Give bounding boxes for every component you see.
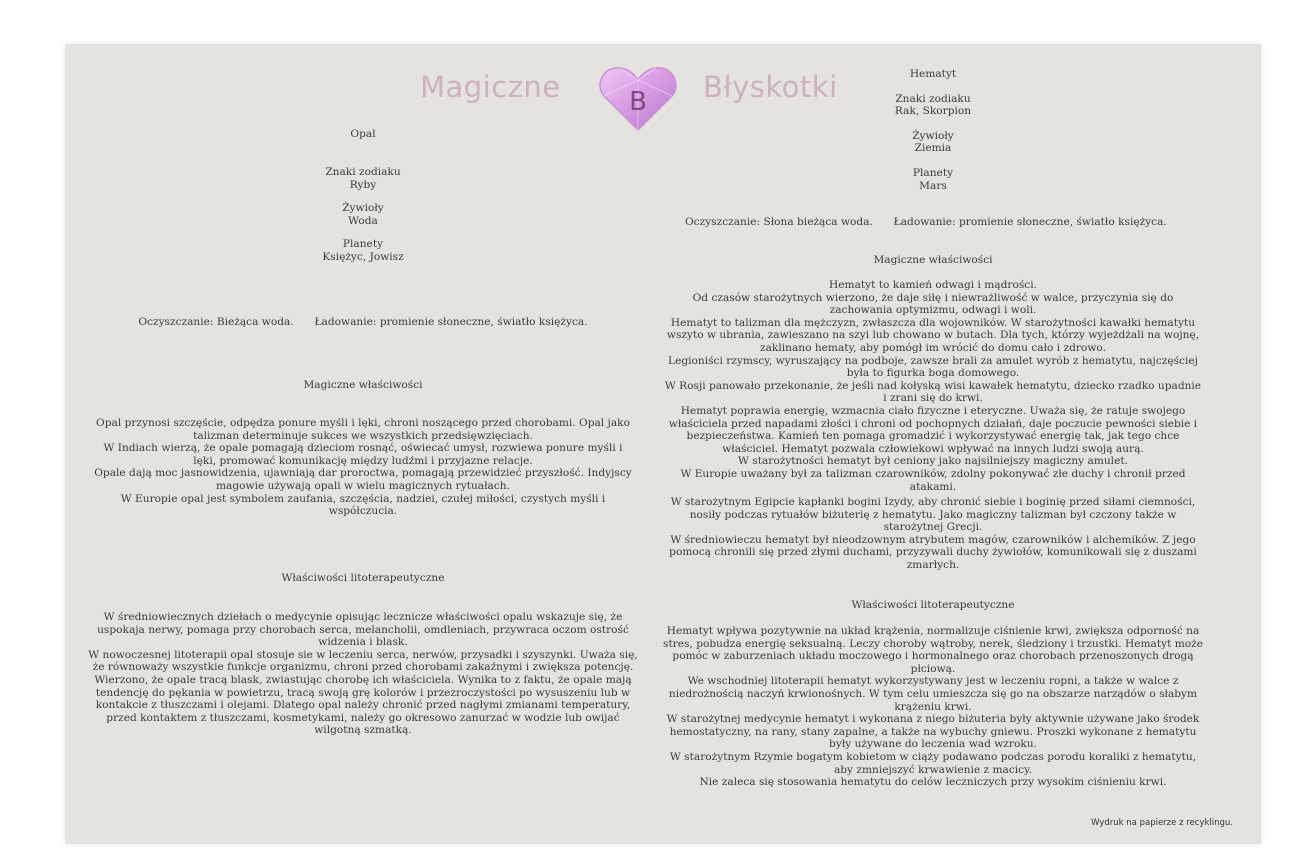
opal-magic-text xyxy=(65,417,661,518)
text-line: W starożytnym Egipcie kapłanki bogini Izydy, aby chronić siebie i boginię przed siłami ciemności, xyxy=(670,496,1196,509)
text-line: pomóc w zaburzeniach układu moczowego i hormonalnego oraz chorobach przenoszonych drogą xyxy=(672,650,1194,663)
hematyt-planet-label: Planety xyxy=(912,166,954,179)
opal-zodiac-value: Ryby xyxy=(349,178,377,191)
text-line: że równoważy wszystkie funkcje organizmu, chroni przed chorobami zakaźnymi i zwiększa potencję. xyxy=(92,661,634,674)
text-line: W Europie opal jest symbolem zaufania, szczęścia, nadziei, czułej miłości, czystych myśli i xyxy=(120,492,606,505)
text-line: W starożytnym Rzymie bogatym kobietom w ciąży podawano podczas porodu koraliki z hematytu, xyxy=(669,750,1197,763)
text-line: przed kontaktem z tłuszczami, kosmetykami, należy go okresowo zanurzać w wodzie lub owijać xyxy=(106,711,620,724)
text-line: Wierzono, że opale tracą blask, zwiastując chorobę ich właściciela. Wynika to z faktu, że opale mają xyxy=(94,673,632,686)
text-line: hemostatyczny, na rany, stany zapalne, a także na wybuchy gniewu. Proszki wykonane z hematytu xyxy=(669,725,1197,738)
text-line: W Europie uważany był za talizman czarowników, zdolny pokonywać złe duchy i chronił przed xyxy=(680,467,1186,480)
text-line: W starożytności hematyt był ceniony jako najsilniejszy magiczny amulet. xyxy=(738,455,1128,468)
text-line: atakami. xyxy=(909,480,957,493)
text-line: płciową. xyxy=(910,662,956,675)
text-line: W Rosji panowało przekonanie, że jeśli nad kołyską wisi kawałek hematytu, dziecko rzadko upadnie xyxy=(664,379,1202,392)
text-line: stres, pobudza energię seksualną. Leczy choroby wątroby, nerek, śledziony i trzustki. Hematyt może xyxy=(663,637,1203,650)
text-line: krążeniu krwi. xyxy=(894,700,972,713)
opal-zodiac-label: Znaki zodiaku xyxy=(325,166,401,178)
text-line: bezpieczeństwa. Kamień ten pomaga gromadzić i wykorzystywać energię tak, jak tego chce xyxy=(686,430,1180,443)
opal-magic-heading: Magiczne właściwości xyxy=(303,379,423,391)
text-line: kontakcie z tłuszczami i olejami. Dlatego opal należy chronić przed nagłymi zmianami temperatury, xyxy=(95,699,631,712)
text-line: tendencję do pękania w powietrzu, tracą swoją grę kolorów i przezroczystości po wysuszeniu lub w xyxy=(95,686,631,699)
opal-planet-value: Księżyc, Jowisz xyxy=(322,250,404,263)
hematyt-litho-text xyxy=(655,625,1211,789)
recycled-paper-note: Wydruk na papierze z recyklingu. xyxy=(1091,818,1233,828)
text-line: W średniowieczu hematyt był nieodzownym atrybutem magów, czarowników i alchemików. Z jego xyxy=(670,533,1196,546)
text-line: talizman determinuje sukces we wszystkich przedsięwzięciach. xyxy=(193,429,533,442)
text-line: Opale dają moc jasnowidzenia, ujawniają dar proroctwa, pomagają przewidzieć przyszłość. Indyjscy xyxy=(94,467,632,480)
text-line: Hematyt to talizman dla mężczyzn, zwłaszcza dla wojowników. W starożytności kawałki hematytu xyxy=(670,316,1196,329)
text-line: We wschodniej litoterapii hematyt wykorzystywany jest w leczeniu ropni, a także w walce z xyxy=(687,675,1179,688)
text-line: W średniowiecznych dziełach o medycynie opisując lecznicze właściwości opalu wskazuje się, że xyxy=(103,611,623,623)
hematyt-element-label: Żywioły xyxy=(912,129,954,142)
hematyt-magic-text xyxy=(655,279,1211,572)
hematyt-element-value: Ziemia xyxy=(914,142,952,155)
text-line: W nowoczesnej litoterapii opal stosuje sie w leczeniu serca, nerwów, przysadki i szyszynki. Uważa się, xyxy=(88,648,638,661)
opal-cleaning: Oczyszczanie: Bieżąca woda. xyxy=(138,316,294,328)
text-line: lęki, promować komunikację między ludźmi i przyjazne relacje. xyxy=(193,454,533,467)
text-line: właściciela przed napadami złości i chroni od pochopnych działań, daje poczucie pewności siebie i xyxy=(668,417,1198,430)
opal-planet-label: Planety xyxy=(342,238,384,251)
text-line: wszyto w ubrania, zawieszano na szyi lub chowano w butach. Dla tych, którzy wyjeżdżali na wojnę, xyxy=(666,329,1200,342)
opal-charging: Ładowanie: promienie słoneczne, światło księżyca. xyxy=(314,316,588,328)
text-line: magowie używają opali w wielu magicznych rytuałach. xyxy=(215,479,510,492)
opal-litho-heading: Właściwości litoterapeutyczne xyxy=(281,572,445,584)
text-line: zaklinano hematy, aby pomógł im wrócić do domu cało i zdrowo. xyxy=(760,341,1106,354)
hematyt-name: Hematyt xyxy=(909,68,957,80)
text-line: wilgotną szmatką. xyxy=(314,724,412,737)
opal-element-value: Woda xyxy=(348,214,378,227)
text-line: właściciel. Hematyt pozwala człowiekowi wpływać na innych ludzi swoją aurą. xyxy=(722,442,1144,455)
text-line: nosiły podczas rytuałów biżuterię z hematytu. Jako magiczny talizman był czczony także w xyxy=(689,508,1177,521)
hematyt-care xyxy=(655,216,1251,229)
text-line: zachowania optymizmu, odwagi i woli. xyxy=(829,304,1037,317)
hematyt-zodiac-value: Rak, Skorpion xyxy=(894,105,972,118)
opal-name: Opal xyxy=(350,128,376,140)
text-line: pomocą chronili się przed złymi duchami, przyzywali duchy żywiołów, komunikowali się z duszami xyxy=(669,546,1197,559)
text-line: W Indiach wierzą, że opale pomagają dzieciom rosnąć, oświecać umysł, rozwiewa ponure myśli i xyxy=(103,442,623,455)
opal-care xyxy=(65,316,661,329)
text-line: Nie zaleca się stosowania hematytu do celów leczniczych przy wysokim ciśnieniu krwi. xyxy=(699,776,1167,789)
text-line: były używane do leczenia wad wzroku. xyxy=(829,738,1037,751)
hematyt-cleaning: Oczyszczanie: Słona bieżąca woda. xyxy=(685,216,873,228)
text-line: niedrożnością naczyń krwionośnych. W tym celu umieszcza się go na obszarze narządów o słabym xyxy=(668,687,1198,700)
text-line: Hematyt to kamień odwagi i mądrości. xyxy=(829,279,1037,291)
text-line: W starożytnej medycynie hematyt i wykonana z niego biżuteria były aktywnie używane jako środek xyxy=(666,713,1200,726)
text-line: współczucia. xyxy=(328,505,398,518)
text-line: Hematyt wpływa pozytywnie na układ krążenia, normalizuje ciśnienie krwi, zwiększa odporność na xyxy=(666,625,1200,637)
hematyt-charging: Ładowanie: promienie słoneczne, światło księżyca. xyxy=(893,216,1167,228)
hematyt-litho-heading: Właściwości litoterapeutyczne xyxy=(851,599,1015,611)
logo-left-word: Magiczne xyxy=(420,70,561,104)
hematyt-planet-value: Mars xyxy=(919,179,947,192)
text-line: uspokaja nerwy, pomaga przy chorobach serca, melancholii, omdleniach, przywraca oczom ostrość xyxy=(97,623,629,636)
hematyt-magic-heading: Magiczne właściwości xyxy=(873,254,993,266)
logo-right-word: Błyskotki xyxy=(703,70,838,104)
text-line: zmarłych. xyxy=(906,559,960,572)
text-line: była to figurka boga domowego. xyxy=(846,367,1020,380)
opal-header xyxy=(65,128,661,141)
text-line: aby zmniejszyć krwawienie z macicy. xyxy=(833,763,1033,776)
text-line: Opal przynosi szczęście, odpędza ponure myśli i lęki, chroni noszącego przed chorobami. Opal jako xyxy=(96,417,630,429)
opal-attributes xyxy=(65,166,661,264)
opal-litho-text xyxy=(65,611,661,737)
text-line: i zrani się do krwi. xyxy=(883,392,983,405)
hematyt-zodiac-label: Znaki zodiaku xyxy=(895,92,971,105)
hematyt-attributes xyxy=(655,68,1211,192)
text-line: starożytnej Grecji. xyxy=(883,521,983,534)
text-line: Legioniści rzymscy, wyruszający na podboje, zawsze brali za amulet wyrób z hematytu, najczęściej xyxy=(668,354,1198,367)
logo-letter: B xyxy=(629,87,647,117)
text-line: widzenia i blask. xyxy=(318,636,408,649)
product-card-sheet xyxy=(65,44,1261,844)
text-line: Hematyt poprawia energię, wzmacnia ciało fizyczne i eteryczne. Uważa się, że ratuje swojego xyxy=(680,404,1186,417)
opal-element-label: Żywioły xyxy=(342,202,384,215)
text-line: Od czasów starożytnych wierzono, że daje siłę i niewrażliwość w walce, przyczynia się do xyxy=(692,291,1174,304)
